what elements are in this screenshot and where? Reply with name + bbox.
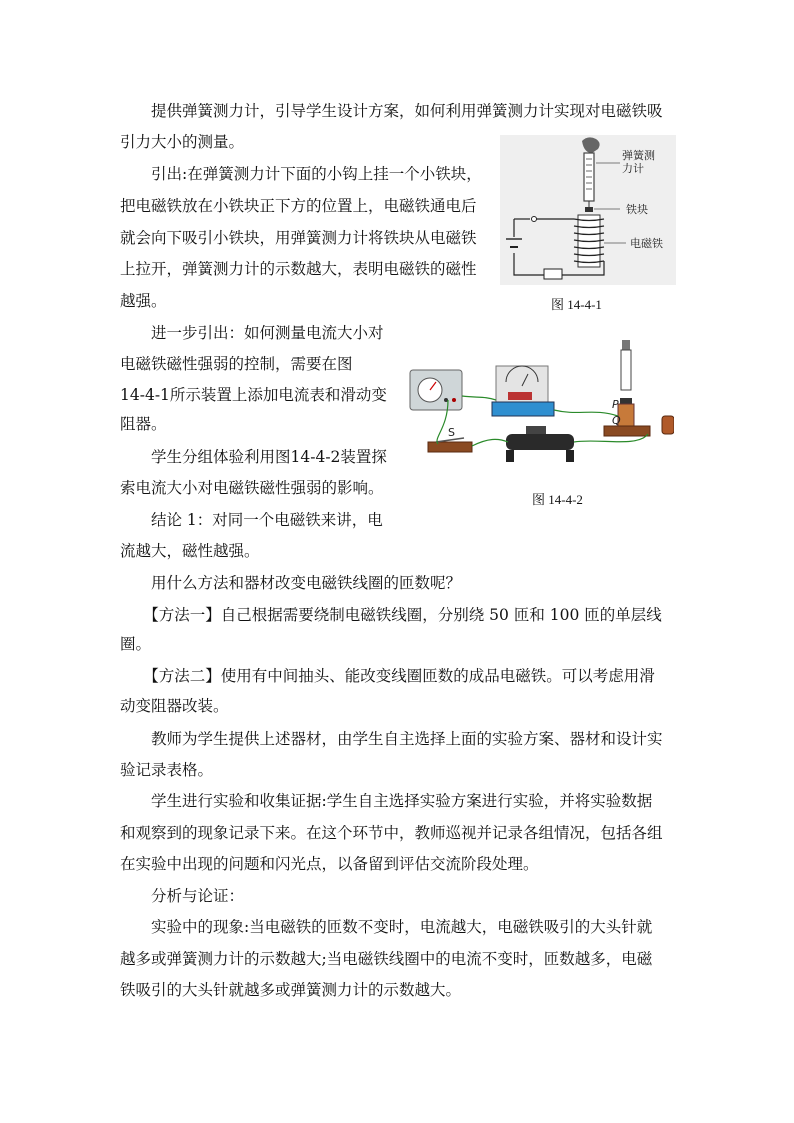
- para-line-18: 圈。: [120, 635, 152, 653]
- para-line-1: 提供弹簧测力计，引导学生设计方案，如何利用弹簧测力计实现对电磁铁吸: [120, 102, 663, 120]
- para-line-7: 越强。: [120, 292, 167, 310]
- para-line-14: 结论 1：对同一个电磁铁来讲，电: [120, 511, 383, 529]
- label-S: S: [448, 426, 455, 439]
- label-P: P: [612, 398, 619, 411]
- para-line-21: 教师为学生提供上述器材，由学生自主选择上面的实验方案、器材和设计实: [120, 730, 663, 748]
- label-iron: 铁块: [626, 203, 648, 216]
- resistor: [544, 269, 562, 279]
- clamp: [622, 340, 630, 350]
- para-line-29: 铁吸引的大头针就越多或弹簧测力计的示数越大。: [120, 981, 462, 999]
- label-spring-2: 力计: [622, 162, 644, 175]
- para-line-10: 14-4-1所示装置上添加电流表和滑动变: [120, 386, 387, 404]
- para-line-23: 学生进行实验和收集证据:学生自主选择实验方案进行实验，并将实验数据: [120, 792, 653, 810]
- para-line-22: 验记录表格。: [120, 761, 214, 779]
- iron-block: [585, 207, 593, 212]
- label-electromagnet: 电磁铁: [630, 237, 663, 250]
- para-line-8: 进一步引出：如何测量电流大小对: [120, 324, 384, 342]
- para-line-6: 上拉开，弹簧测力计的示数越大，表明电磁铁的磁性: [120, 260, 477, 278]
- para-line-24: 和观察到的现象记录下来。在这个环节中，教师巡视并记录各组情况，包括各组: [120, 824, 663, 842]
- para-line-20: 动变阻器改装。: [120, 697, 229, 715]
- para-line-5: 就会向下吸引小铁块，用弹簧测力计将铁块从电磁铁: [120, 229, 477, 247]
- figure-2-caption: 图 14-4-2: [532, 492, 583, 507]
- meter-base: [492, 402, 554, 416]
- figure-1-caption: 图 14-4-1: [551, 297, 602, 312]
- switch-base: [428, 442, 472, 452]
- para-line-4: 把电磁铁放在小铁块正下方的位置上，电磁铁通电后: [120, 197, 477, 215]
- coil-spare: [662, 416, 674, 434]
- wood-base: [604, 426, 650, 436]
- para-line-15: 流越大，磁性越强。: [120, 542, 260, 560]
- para-line-25: 在实验中出现的问题和闪光点，以备留到评估交流阶段处理。: [120, 855, 539, 873]
- para-line-12: 学生分组体验利用图14-4-2装置探: [120, 448, 387, 466]
- para-line-27: 实验中的现象:当电磁铁的匝数不变时，电流越大，电磁铁吸引的大头针就: [120, 918, 653, 936]
- figure-14-4-1: [500, 135, 676, 285]
- para-line-9: 电磁铁磁性强弱的控制，需要在图: [120, 355, 353, 373]
- label-spring-1: 弹簧测: [622, 149, 655, 162]
- para-line-16: 用什么方法和器材改变电磁铁线圈的匝数呢？: [120, 574, 462, 592]
- para-line-13: 索电流大小对电磁铁磁性强弱的影响。: [120, 479, 384, 497]
- figure-14-4-2: [408, 338, 674, 478]
- switch-terminal: [532, 217, 537, 222]
- para-line-17: 【方法一】自己根据需要绕制电磁铁线圈，分别绕 50 匝和 100 匝的单层线: [120, 606, 662, 624]
- para-line-2: 引力大小的测量。: [120, 133, 245, 151]
- para-line-26: 分析与论证：: [120, 887, 245, 905]
- para-line-19: 【方法二】使用有中间抽头、能改变线圈匝数的成品电磁铁。可以考虑用滑: [120, 667, 655, 685]
- rheostat: [506, 434, 574, 450]
- para-line-28: 越多或弹簧测力计的示数越大;当电磁铁线圈中的电流不变时，匝数越多，电磁: [120, 950, 653, 968]
- label-Q: Q: [612, 414, 621, 427]
- para-line-3: 引出:在弹簧测力计下面的小钩上挂一个小铁块，: [120, 165, 482, 183]
- para-line-11: 阻器。: [120, 415, 167, 433]
- spring-scale-2: [621, 350, 631, 390]
